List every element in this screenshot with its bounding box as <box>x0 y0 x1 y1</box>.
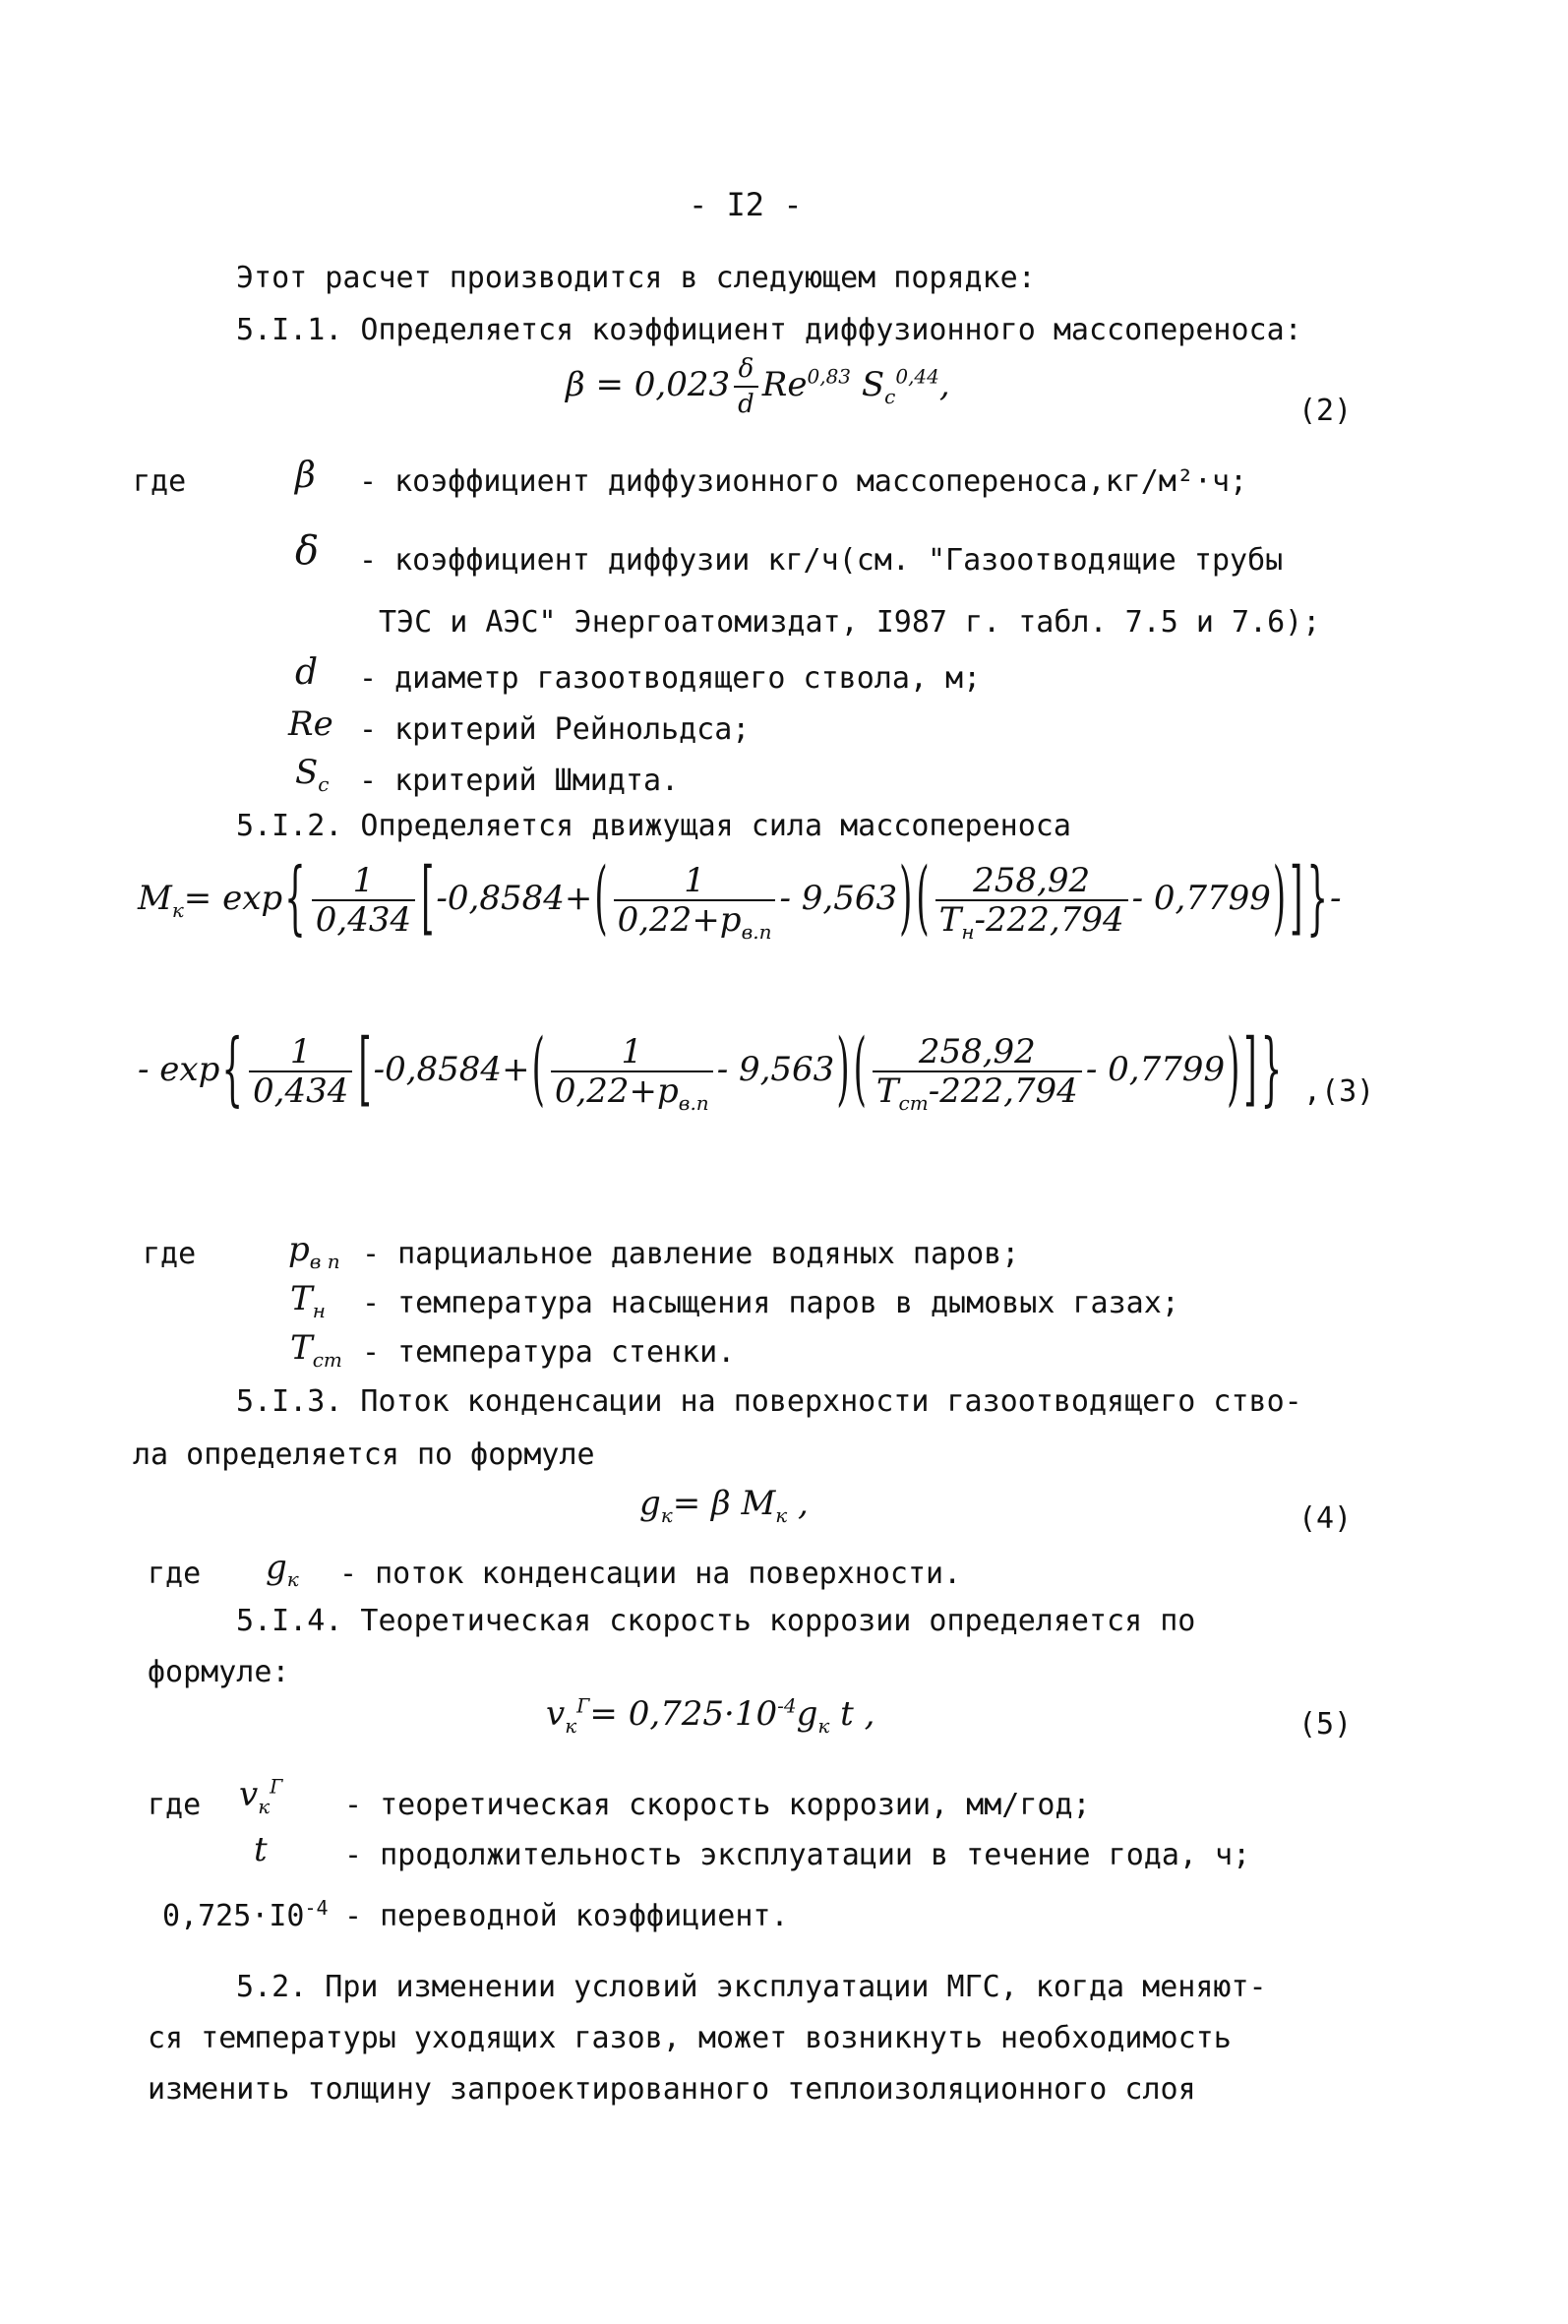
where-label-3: где <box>148 1557 202 1591</box>
def-gk-letter: g <box>266 1548 287 1587</box>
f5-g: g <box>796 1694 818 1734</box>
f3-l1-tn-sub: н <box>961 919 975 944</box>
f3-l1-tn: T <box>938 900 962 940</box>
coef-exp: -4 <box>304 1896 329 1920</box>
def-re-text: - критерий Рейнольдса; <box>359 712 751 747</box>
f3-l2-0434: 0,434 <box>253 1071 349 1111</box>
def-tst-symbol <box>290 1328 342 1372</box>
def-pvp-letter: p <box>288 1230 310 1269</box>
section-52-line-1: 5.2. При изменении условий эксплуатации МГС, когда меняют- <box>236 1970 1267 2004</box>
section-52-line-3: изменить толщину запроектированного теплоизоляционного слоя <box>148 2072 1196 2107</box>
def-vk-sub: к <box>258 1794 271 1818</box>
f4-end: , <box>787 1484 809 1523</box>
minus-exp-2: - exp <box>138 1050 220 1089</box>
formula-2 <box>566 354 950 419</box>
section-513-heading-cont: ла определяется по формуле <box>133 1437 595 1472</box>
f5-v-sup: Г <box>576 1693 590 1718</box>
f3-l1-9563: - 9,563 <box>779 879 898 918</box>
formula-2-re: Re <box>761 365 808 404</box>
f3-l2-tst: T <box>875 1071 899 1111</box>
where-label: где <box>133 464 187 499</box>
def-d-text: - диаметр газоотводящего ствола, м; <box>359 661 982 696</box>
def-sc-symbol <box>295 753 330 796</box>
def-tn-sub: н <box>312 1298 326 1322</box>
def-re-symbol: Re <box>288 704 333 744</box>
def-vk-symbol <box>239 1774 283 1818</box>
def-tst-letter: T <box>290 1328 313 1368</box>
section-512-heading: 5.I.2. Определяется движущая сила массопереноса <box>236 809 1071 843</box>
f4-g: g <box>639 1484 661 1523</box>
f3-l1-022-sub: в.п <box>741 919 772 944</box>
formula-3-line-2: - exp{ $\frac{1}{0,434}$ [-0,8584+( $\frac{1}{0,22+p_{в.п}}$ - 9,563) ( $\frac{258,92}{T_{ст}-222,794}$ - 0,7799) ] } <box>138 1022 1283 1117</box>
formula-3-number: ,(3) <box>1303 1074 1375 1109</box>
def-t-text: - продолжительность эксплуатации в течение года, ч; <box>344 1838 1251 1872</box>
formula-3-line-1: $M_к= \exp${ $\frac{1}{0,434}$ [-0,8584+( $\frac{1}{0,22+p_{в.п}}$ - 9,563) ( $\frac{258,92}{T_н-222,794}$ - 0,7799) ] }- <box>138 851 1342 946</box>
formula-2-re-exp: 0,83 <box>807 364 852 389</box>
formula-4-number: (4) <box>1298 1501 1353 1536</box>
def-t-symbol: t <box>254 1830 268 1869</box>
f3-l1-one-a: 1 <box>312 864 415 901</box>
f3-l1-222794: -222,794 <box>974 900 1124 940</box>
f3-l2-9563: - 9,563 <box>716 1050 835 1089</box>
f5-v: v <box>546 1694 566 1734</box>
formula-2-sc: S <box>861 365 885 404</box>
f4-g-sub: к <box>660 1502 673 1527</box>
f3-l2-022: 0,22+p <box>554 1071 679 1111</box>
f3-l2-07799: - 0,7799 <box>1085 1050 1226 1089</box>
section-52-line-2: ся температуры уходящих газов, может возникнуть необходимость <box>148 2021 1232 2055</box>
f5-t: t , <box>840 1694 875 1734</box>
f4-rest: = β M <box>672 1484 776 1523</box>
def-sc-text: - критерий Шмидта. <box>359 764 680 798</box>
def-delta-text: - коэффициент диффузии кг/ч(см. "Газоотводящие трубы <box>359 543 1284 578</box>
f4-m-sub: к <box>775 1502 788 1527</box>
def-pvp-symbol <box>288 1230 340 1273</box>
def-gk-text: - поток конденсации на поверхности. <box>339 1557 962 1591</box>
formula-4 <box>639 1484 809 1527</box>
where-label-4: где <box>148 1788 202 1822</box>
f3-l2-022-sub: в.п <box>678 1090 709 1115</box>
def-vk-text: - теоретическая скорость коррозии, мм/год; <box>344 1788 1091 1822</box>
f3-l1-08584: -0,8584+ <box>436 879 593 918</box>
def-tst-text: - температура стенки. <box>362 1335 736 1370</box>
f3-l2-08584: -0,8584+ <box>373 1050 530 1089</box>
mk-sub: к <box>171 897 184 922</box>
coef-value <box>162 1897 329 1936</box>
def-gk-sub: к <box>286 1566 299 1591</box>
formula-2-number: (2) <box>1298 394 1353 428</box>
f5-v-sub: к <box>565 1713 577 1738</box>
f3-l1-0434: 0,434 <box>315 900 412 940</box>
formula-2-frac-num: δ <box>734 354 758 388</box>
section-511-heading: 5.I.1. Определяется коэффициент диффузионного массопереноса: <box>236 313 1302 347</box>
section-513-heading: 5.I.3. Поток конденсации на поверхности газоотводящего ство- <box>236 1384 1302 1419</box>
f3-l1-07799: - 0,7799 <box>1131 879 1271 918</box>
f3-l1-one-b: 1 <box>614 864 776 901</box>
formula-2-end: , <box>938 365 950 404</box>
where-label-2: где <box>143 1237 197 1271</box>
f3-l2-tst-sub: ст <box>898 1090 929 1115</box>
def-sc-sub: c <box>318 771 330 796</box>
def-beta-symbol: β <box>295 456 316 496</box>
def-delta-symbol: δ <box>295 528 320 574</box>
def-tst-sub: ст <box>312 1347 342 1372</box>
mk-symbol: M <box>138 879 172 918</box>
def-pvp-sub: в п <box>309 1249 340 1273</box>
formula-2-sc-exp: 0,44 <box>895 364 939 389</box>
def-tn-text: - температура насыщения паров в дымовых газах; <box>362 1286 1179 1320</box>
def-vk-letter: v <box>239 1775 259 1814</box>
def-tn-symbol <box>290 1279 326 1322</box>
def-beta-text: - коэффициент диффузионного массопереноса,кг/м²·ч; <box>359 464 1248 499</box>
f3-l2-one-b: 1 <box>551 1035 713 1072</box>
f3-trailing-minus: - <box>1330 879 1342 918</box>
def-gk-symbol <box>266 1548 299 1591</box>
f3-l2-one-a: 1 <box>249 1035 352 1072</box>
formula-5-number: (5) <box>1298 1707 1353 1742</box>
formula-2-sc-sub: c <box>884 384 896 408</box>
section-514-heading-cont: формуле: <box>148 1655 290 1689</box>
intro-text: Этот расчет производится в следующем порядке: <box>236 261 1036 295</box>
coef-text: - переводной коэффициент. <box>344 1899 789 1933</box>
page-number: - I2 - <box>689 186 803 223</box>
f5-exp: -4 <box>777 1693 797 1718</box>
f5-rest: = 0,725·10 <box>589 1694 778 1734</box>
f3-l2-222794: -222,794 <box>928 1071 1078 1111</box>
def-delta-text-cont: ТЭС и АЭС" Энергоатомиздат, I987 г. табл. 7.5 и 7.6); <box>379 605 1321 640</box>
f5-g-sub: к <box>817 1713 830 1738</box>
f3-l2-25892: 258,92 <box>873 1035 1082 1072</box>
formula-2-lhs: β = 0,023 <box>566 365 731 404</box>
def-pvp-text: - парциальное давление водяных паров; <box>362 1237 1020 1271</box>
f3-l1-022: 0,22+p <box>617 900 742 940</box>
def-sc-letter: S <box>295 753 319 792</box>
section-514-heading: 5.I.4. Теоретическая скорость коррозии определяется по <box>236 1604 1196 1638</box>
formula-5 <box>546 1693 875 1738</box>
eq-exp-1: = exp <box>183 879 283 918</box>
def-d-symbol: d <box>295 652 319 693</box>
coef-number: 0,725·I0 <box>162 1899 305 1933</box>
f3-l1-25892: 258,92 <box>935 864 1128 901</box>
def-vk-sup: Г <box>270 1774 283 1799</box>
formula-2-frac-den: d <box>738 390 754 419</box>
def-tn-letter: T <box>290 1279 313 1318</box>
